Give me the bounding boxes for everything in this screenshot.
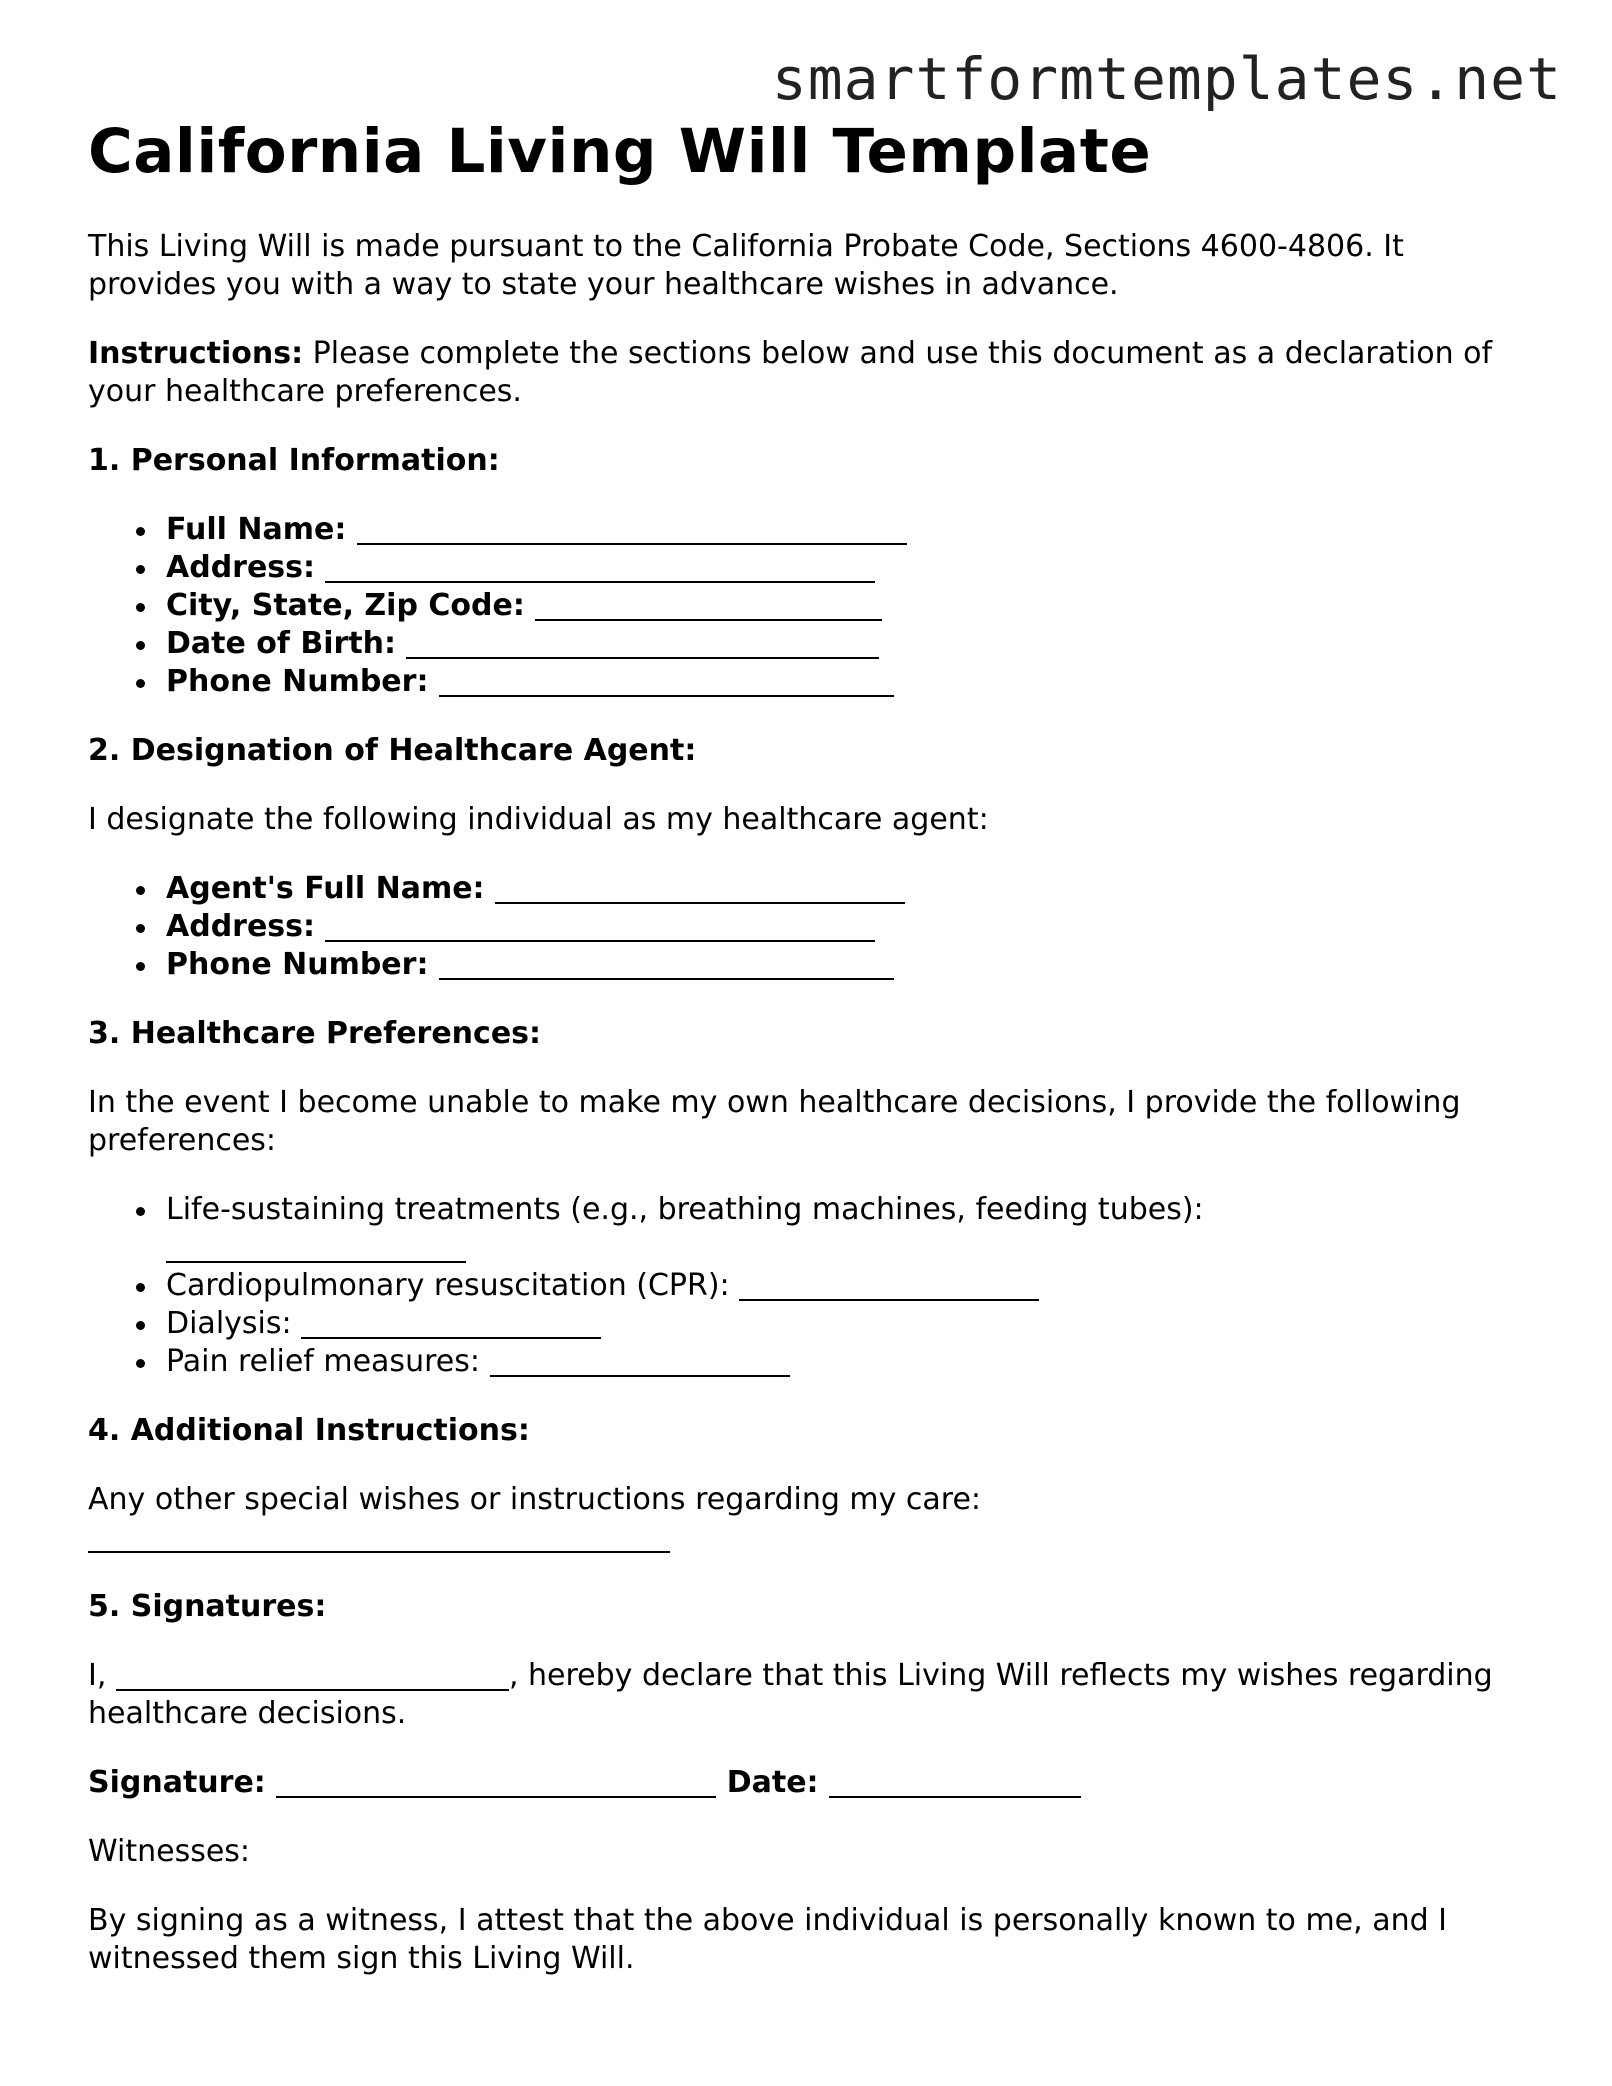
instructions-label: Instructions: [88,336,304,371]
declarant-name-field[interactable] [116,1659,509,1691]
preferences-list [88,1191,1528,1381]
signature-line [88,1764,1528,1802]
agent-phone-label: Phone Number: [166,947,429,982]
life-sustaining-field[interactable] [166,1231,466,1263]
agent-list [88,870,1528,984]
list-item [166,946,1528,984]
address-label: Address: [166,550,316,585]
cpr-field[interactable] [739,1269,1039,1301]
full-name-label: Full Name: [166,512,347,547]
additional-instructions-field[interactable] [88,1521,670,1553]
address-field[interactable] [325,551,875,583]
agent-name-label: Agent's Full Name: [166,871,485,906]
document-page [88,112,1528,2009]
agent-address-label: Address: [166,909,316,944]
list-item [166,549,1528,587]
list-item [166,870,1528,908]
date-of-birth-label: Date of Birth: [166,626,397,661]
agent-phone-field[interactable] [439,948,894,980]
list-item [166,587,1528,625]
city-state-zip-label: City, State, Zip Code: [166,588,525,623]
preferences-heading: 3. Healthcare Preferences: [88,1016,542,1051]
date-label: Date: [726,1765,819,1800]
dialysis-label: Dialysis: [166,1306,292,1341]
list-item [166,1267,1528,1305]
life-sustaining-label: Life-sustaining treatments (e.g., breathing machines, feeding tubes): [166,1192,1204,1227]
instructions-text: Please complete the sections below and use this document as a declaration of your healthcare preferences. [88,336,1493,409]
additional-paragraph [88,1481,1528,1557]
date-field[interactable] [829,1766,1081,1798]
signature-label: Signature: [88,1765,266,1800]
additional-heading: 4. Additional Instructions: [88,1413,530,1448]
agent-heading: 2. Designation of Healthcare Agent: [88,733,697,768]
city-state-zip-field[interactable] [535,589,882,621]
instructions-paragraph [88,335,1528,411]
agent-address-field[interactable] [325,910,875,942]
additional-text: Any other special wishes or instructions regarding my care: [88,1482,982,1517]
personal-info-heading: 1. Personal Information: [88,443,500,478]
declaration-prefix: I, [88,1658,107,1693]
list-item [166,1343,1528,1381]
agent-intro: I designate the following individual as my healthcare agent: [88,802,989,837]
witness-statement: By signing as a witness, I attest that the above individual is personally known to me, and I witnessed them sign this Living Will. [88,1903,1448,1976]
declaration-paragraph [88,1657,1528,1733]
dialysis-field[interactable] [301,1307,601,1339]
date-of-birth-field[interactable] [406,627,879,659]
document-title: California Living Will Template [88,116,1152,187]
list-item [166,1305,1528,1343]
site-watermark: smartformtemplates.net [771,45,1562,113]
preferences-intro: In the event I become unable to make my own healthcare decisions, I provide the following preferences: [88,1085,1461,1158]
pain-relief-field[interactable] [490,1345,790,1377]
intro-paragraph: This Living Will is made pursuant to the California Probate Code, Sections 4600-4806. It provides you with a way to state your healthcare wishes in advance. [88,229,1404,302]
list-item [166,625,1528,663]
list-item [166,663,1528,701]
list-item [166,908,1528,946]
witnesses-label: Witnesses: [88,1834,251,1869]
phone-number-label: Phone Number: [166,664,429,699]
cpr-label: Cardiopulmonary resuscitation (CPR): [166,1268,730,1303]
list-item [166,1191,1528,1267]
list-item [166,511,1528,549]
phone-number-field[interactable] [439,665,894,697]
declaration-suffix: , hereby declare that this Living Will reflects my wishes regarding healthcare decisions. [88,1658,1493,1731]
personal-info-list [88,511,1528,701]
full-name-field[interactable] [357,513,907,545]
signatures-heading: 5. Signatures: [88,1589,327,1624]
pain-relief-label: Pain relief measures: [166,1344,480,1379]
signature-field[interactable] [276,1766,716,1798]
agent-name-field[interactable] [495,872,905,904]
